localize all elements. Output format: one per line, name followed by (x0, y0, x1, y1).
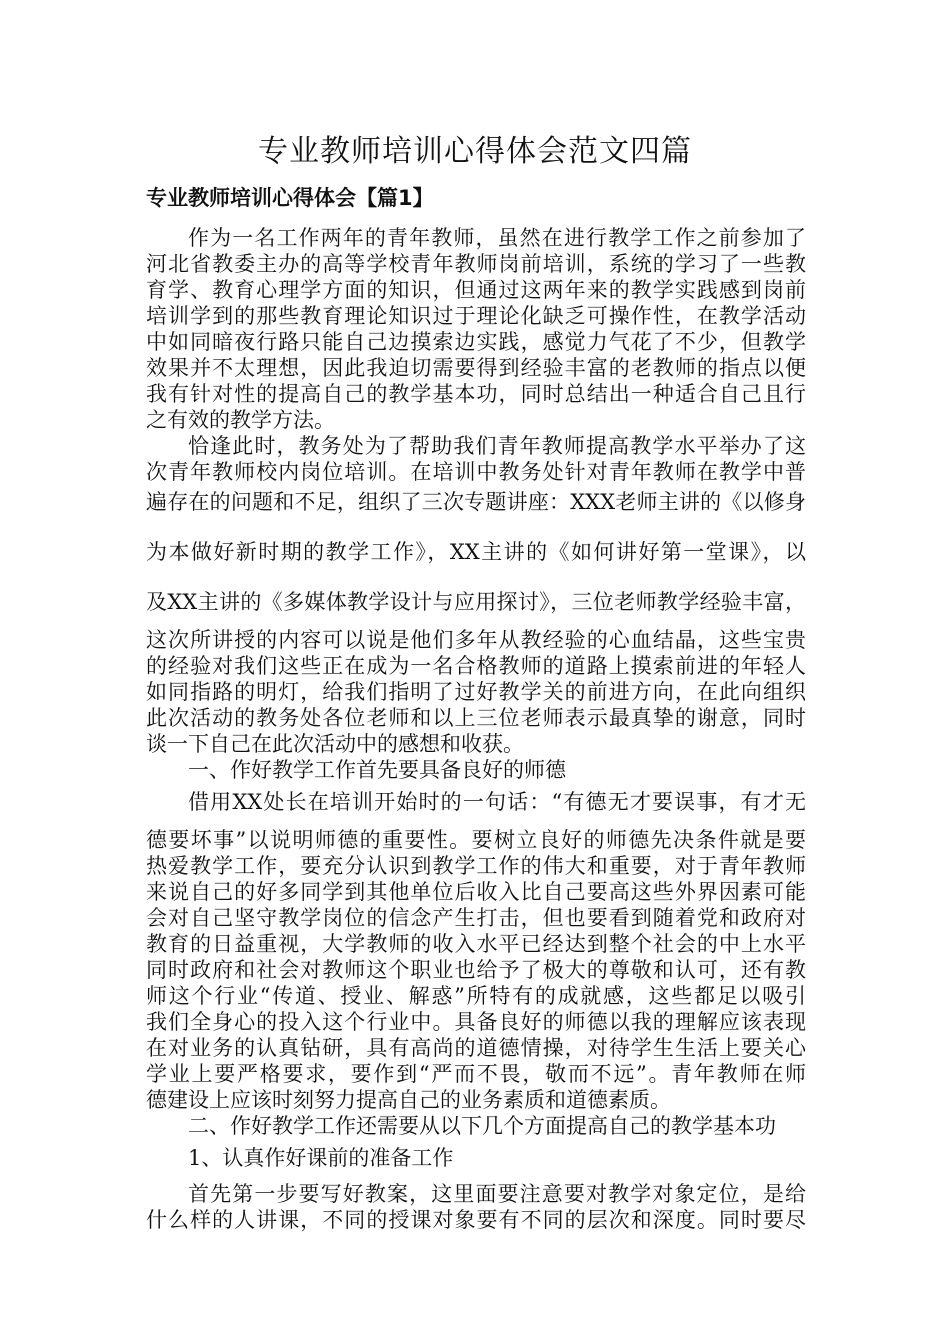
paragraph-line: 这次所讲授的内容可以说是他们多年从教经验的心血结晶，这些宝贵 (146, 628, 806, 652)
paragraph-line: 恰逢此时，教务处为了帮助我们青年教师提高教学水平举办了这 (188, 434, 806, 458)
paragraph-line: 河北省教委主办的高等学校青年教师岗前培训，系统的学习了一些教 (146, 252, 806, 276)
paragraph-line: 培训学到的那些教育理论知识过于理论化缺乏可操作性，在教学活动 (146, 304, 806, 328)
paragraph-line: 中如同暗夜行路只能自己边摸索边实践，感觉力气花了不少，但教学 (146, 330, 806, 354)
paragraph-line: 我有针对性的提高自己的教学基本功，同时总结出一种适合自己且行 (146, 382, 806, 406)
paragraph-line: 遍存在的问题和不足，组织了三次专题讲座：XXX老师主讲的《以修身 (146, 490, 806, 514)
paragraph-line: 我们全身心的投入这个行业中。具备良好的师德以我的理解应该表现 (146, 1010, 806, 1034)
paragraph-line: 的经验对我们这些正在成为一名合格教师的道路上摸索前进的年轻人 (146, 654, 806, 678)
paragraph-line: 如同指路的明灯，给我们指明了过好教学关的前进方向，在此向组织 (146, 680, 806, 704)
paragraph-line: 次青年教师校内岗位培训。在培训中教务处针对青年教师在教学中普 (146, 460, 806, 484)
paragraph-line: 同时政府和社会对教师这个职业也给予了极大的尊敬和认可，还有教 (146, 958, 806, 982)
subheading-1: 一、作好教学工作首先要具备良好的师德 (188, 758, 566, 782)
paragraph-line: 会对自己坚守教学岗位的信念产生打击，但也要看到随着党和政府对 (146, 906, 806, 930)
paragraph-line: 谈一下自己在此次活动中的感想和收获。 (146, 732, 524, 756)
paragraph-line: 在对业务的认真钻研，具有高尚的道德情操，对待学生生活上要关心 (146, 1036, 806, 1060)
paragraph-line: 为本做好新时期的教学工作》，XX主讲的《如何讲好第一堂课》，以 (146, 540, 806, 564)
paragraph-line: 及XX主讲的《多媒体教学设计与应用探讨》，三位老师教学经验丰富， (146, 590, 806, 614)
paragraph-line: 育学、教育心理学方面的知识，但通过这两年来的教学实践感到岗前 (146, 278, 806, 302)
paragraph-line: 效果并不太理想，因此我迫切需要得到经验丰富的老教师的指点以便 (146, 356, 806, 380)
paragraph-line: 热爱教学工作，要充分认识到教学工作的伟大和重要，对于青年教师 (146, 854, 806, 878)
paragraph-line: 作为一名工作两年的青年教师，虽然在进行教学工作之前参加了 (188, 226, 806, 250)
paragraph-line: 德要坏事”以说明师德的重要性。要树立良好的师德先决条件就是要 (146, 828, 806, 852)
paragraph-line: 什么样的人讲课，不同的授课对象要有不同的层次和深度。同时要尽 (146, 1208, 806, 1232)
paragraph-line: 之有效的教学方法。 (146, 408, 335, 432)
subheading-2-1: 1、认真作好课前的准备工作 (188, 1146, 454, 1170)
paragraph-line: 师这个行业“传道、授业、解惑”所特有的成就感，这些都足以吸引 (146, 984, 806, 1008)
paragraph-line: 借用XX处长在培训开始时的一句话：“有德无才要误事，有才无 (188, 790, 806, 814)
paragraph-line: 学业上要严格要求，要作到“严而不畏，敬而不远”。青年教师在师 (146, 1062, 806, 1086)
subheading-2: 二、作好教学工作还需要从以下几个方面提高自己的教学基本功 (188, 1114, 776, 1138)
paragraph-line: 教育的日益重视，大学教师的收入水平已经达到整个社会的中上水平 (146, 932, 806, 956)
document-title: 专业教师培训心得体会范文四篇 (258, 134, 692, 169)
section-heading: 专业教师培训心得体会【篇1】 (146, 186, 434, 210)
paragraph-line: 来说自己的好多同学到其他单位后收入比自己要高这些外界因素可能 (146, 880, 806, 904)
paragraph-line: 德建设上应该时刻努力提高自己的业务素质和道德素质。 (146, 1088, 671, 1112)
paragraph-line: 此次活动的教务处各位老师和以上三位老师表示最真挚的谢意，同时 (146, 706, 806, 730)
paragraph-line: 首先第一步要写好教案，这里面要注意要对教学对象定位，是给 (188, 1182, 806, 1206)
